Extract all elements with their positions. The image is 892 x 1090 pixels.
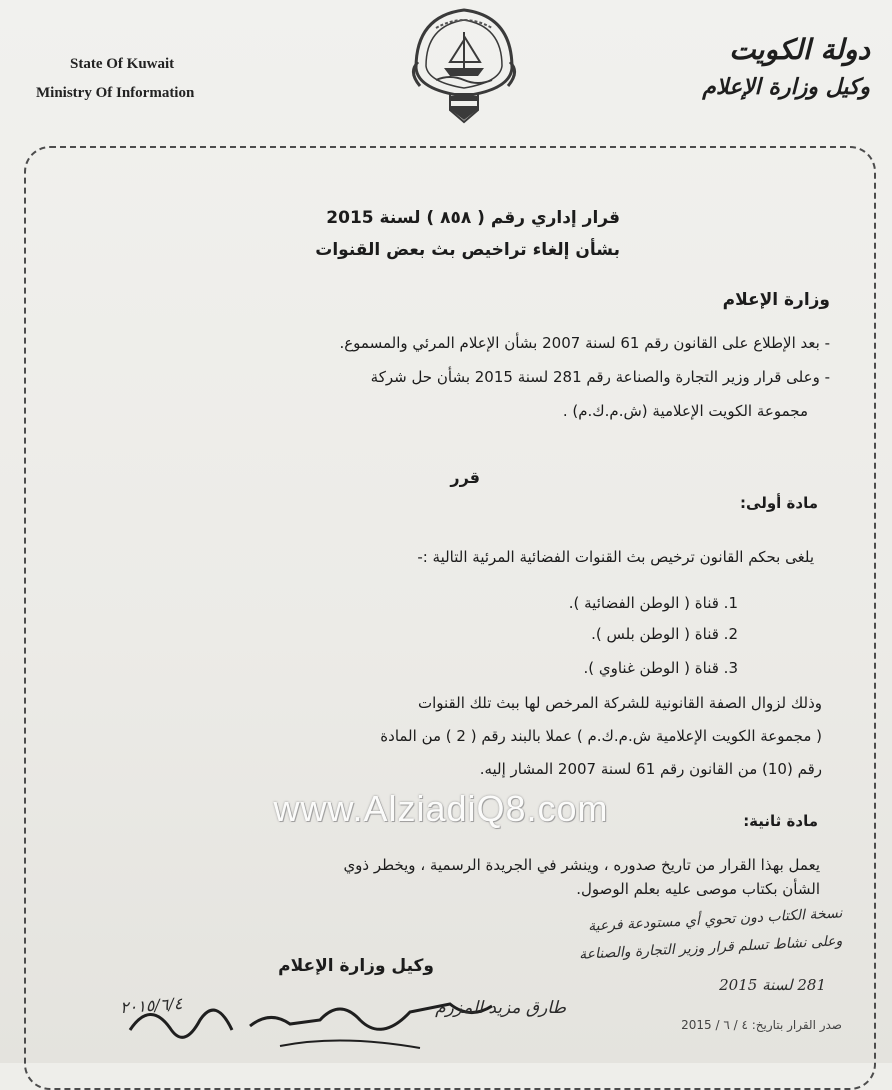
- state-of-kuwait-label: State Of Kuwait: [70, 56, 175, 72]
- reason-line-3: رقم (10) من القانون رقم 61 لسنة 2007 المشار إليه.: [479, 760, 822, 778]
- decision-subject-title: بشأن إلغاء تراخيص بث بعض القنوات: [315, 240, 620, 260]
- article-2-line-2: الشأن بكتاب موصى عليه بعلم الوصول.: [576, 880, 820, 898]
- decision-number-title: قرار إداري رقم ( ٨٥٨ ) لسنة 2015: [326, 208, 620, 228]
- issuer-heading: وزارة الإعلام: [722, 290, 830, 310]
- article-1-intro: يلغى بحكم القانون ترخيص بث القنوات الفضائية المرئية التالية :-: [417, 548, 814, 566]
- article-1-heading: مادة أولى:: [740, 494, 818, 512]
- reason-line-2: ( مجموعة الكويت الإعلامية ش.م.ك.م ) عملا بالبند رقم ( 2 ) من المادة: [380, 727, 822, 745]
- channel-item-1: 1. قناة ( الوطن الفضائية ).: [568, 594, 738, 612]
- signatory-name: طارق مزيد المزرم: [435, 998, 566, 1018]
- channel-item-3: 3. قناة ( الوطن غناوي ).: [583, 659, 738, 677]
- recital-2-continued: مجموعة الكويت الإعلامية (ش.م.ك.م) .: [562, 402, 808, 420]
- arabic-letterhead: [702, 28, 870, 102]
- handwritten-note-line-3: 281 لسنة 2015: [719, 976, 826, 994]
- state-of-kuwait-arabic: دولة الكويت: [729, 33, 870, 66]
- english-letterhead: [36, 50, 194, 108]
- undersecretary-arabic: وكيل وزارة الإعلام: [702, 74, 870, 100]
- handwritten-note-line-2: وعلى نشاط تسلم قرار وزير التجارة والصناعة: [578, 933, 843, 963]
- reason-line-1: وذلك لزوال الصفة القانونية للشركة المرخص لها ببث تلك القنوات: [417, 694, 822, 712]
- handwritten-note-line-1: نسخة الكتاب دون تحوي أي مستودعة فرعية: [587, 905, 843, 935]
- recital-2: - وعلى قرار وزير التجارة والصناعة رقم 281 لسنة 2015 بشأن حل شركة: [370, 368, 830, 386]
- issued-date: صدر القرار بتاريخ: ٤ / ٦ / 2015: [681, 1018, 842, 1032]
- article-2-heading: مادة ثانية:: [743, 812, 818, 830]
- decided-heading: قرر: [450, 468, 480, 487]
- article-2-line-1: يعمل بهذا القرار من تاريخ صدوره ، وينشر في الجريدة الرسمية ، ويخطر ذوي: [343, 856, 820, 874]
- website-watermark: www.AlziadiQ8.com: [273, 788, 609, 829]
- channel-item-2: 2. قناة ( الوطن بلس ).: [591, 625, 738, 643]
- ministry-of-information-label: Ministry Of Information: [36, 85, 195, 101]
- kuwait-emblem-icon: [406, 2, 522, 124]
- recital-1: - بعد الإطلاع على القانون رقم 61 لسنة 2007 بشأن الإعلام المرئي والمسموع.: [339, 334, 830, 352]
- handwritten-date: ٢٠١٥/٦/٤: [119, 993, 183, 1018]
- signatory-title: وكيل وزارة الإعلام: [278, 956, 434, 976]
